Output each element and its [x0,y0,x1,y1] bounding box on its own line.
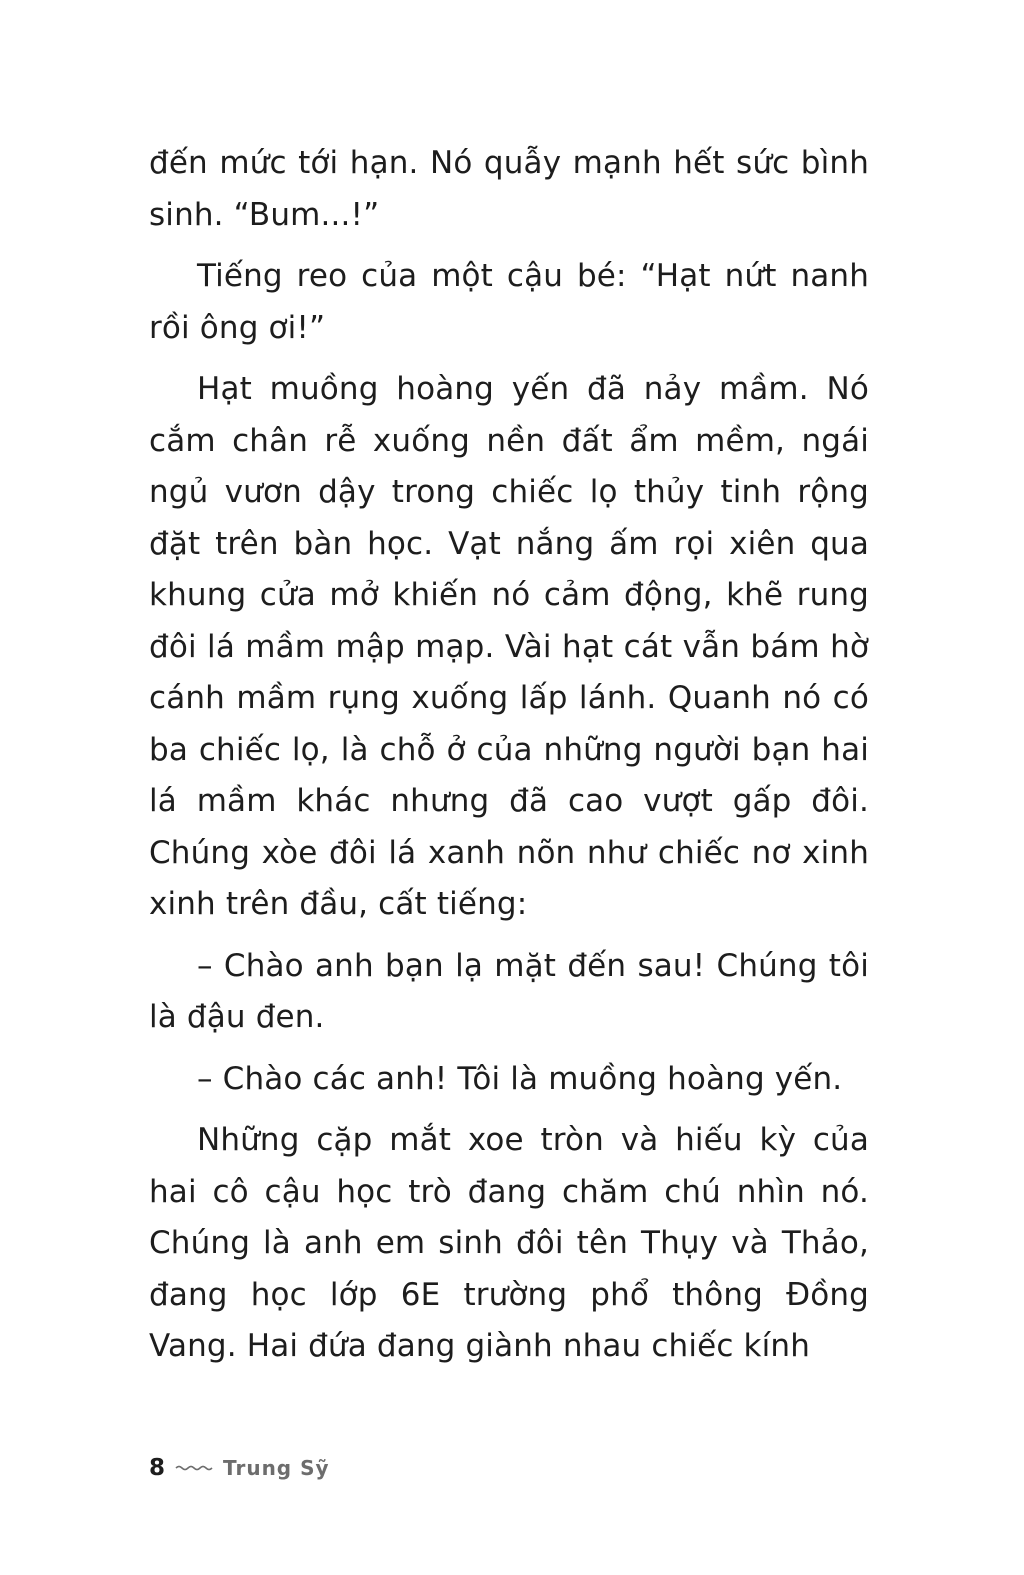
paragraph-4: – Chào anh bạn lạ mặt đến sau! Chúng tôi là đậu đen. [149,947,869,1035]
wavy-rule-icon [175,1464,213,1472]
paragraph-3: Hạt muồng hoàng yến đã nảy mầm. Nó cắm chân rễ xuống nền đất ẩm mềm, ngái ngủ vươn dậy trong chiếc lọ thủy tinh rộng đặt trên bàn học. Vạt nắng ấm rọi xiên qua khung cửa mở khiến nó cảm động, khẽ rung đôi lá mầm mập mạp. Vài hạt cát vẫn bám hờ cánh mầm rụng xuống lấp lánh. Quanh nó có ba chiếc lọ, là chỗ ở của những người bạn hai lá mầm khác nhưng đã cao vượt gấp đôi. Chúng xòe đôi lá xanh nõn như chiếc nơ xinh xinh trên đầu, cất tiếng: [149,371,869,922]
paragraph-6: Những cặp mắt xoe tròn và hiếu kỳ của hai cô cậu học trò đang chăm chú nhìn nó. Chúng là anh em sinh đôi tên Thụy và Thảo, đang học lớp 6E trường phổ thông Đồng Vang. Hai đứa đang giành nhau chiếc kính [149,1122,869,1364]
body-text [149,138,869,1383]
running-author: Trung Sỹ [223,1456,330,1480]
page-footer [149,1455,330,1481]
page-number: 8 [149,1455,166,1481]
paragraph-1: đến mức tới hạn. Nó quẫy mạnh hết sức bình sinh. “Bum...!” [149,145,869,233]
paragraph-2: Tiếng reo của một cậu bé: “Hạt nứt nanh rồi ông ơi!” [149,258,869,346]
paragraph-5: – Chào các anh! Tôi là muồng hoàng yến. [197,1060,843,1097]
